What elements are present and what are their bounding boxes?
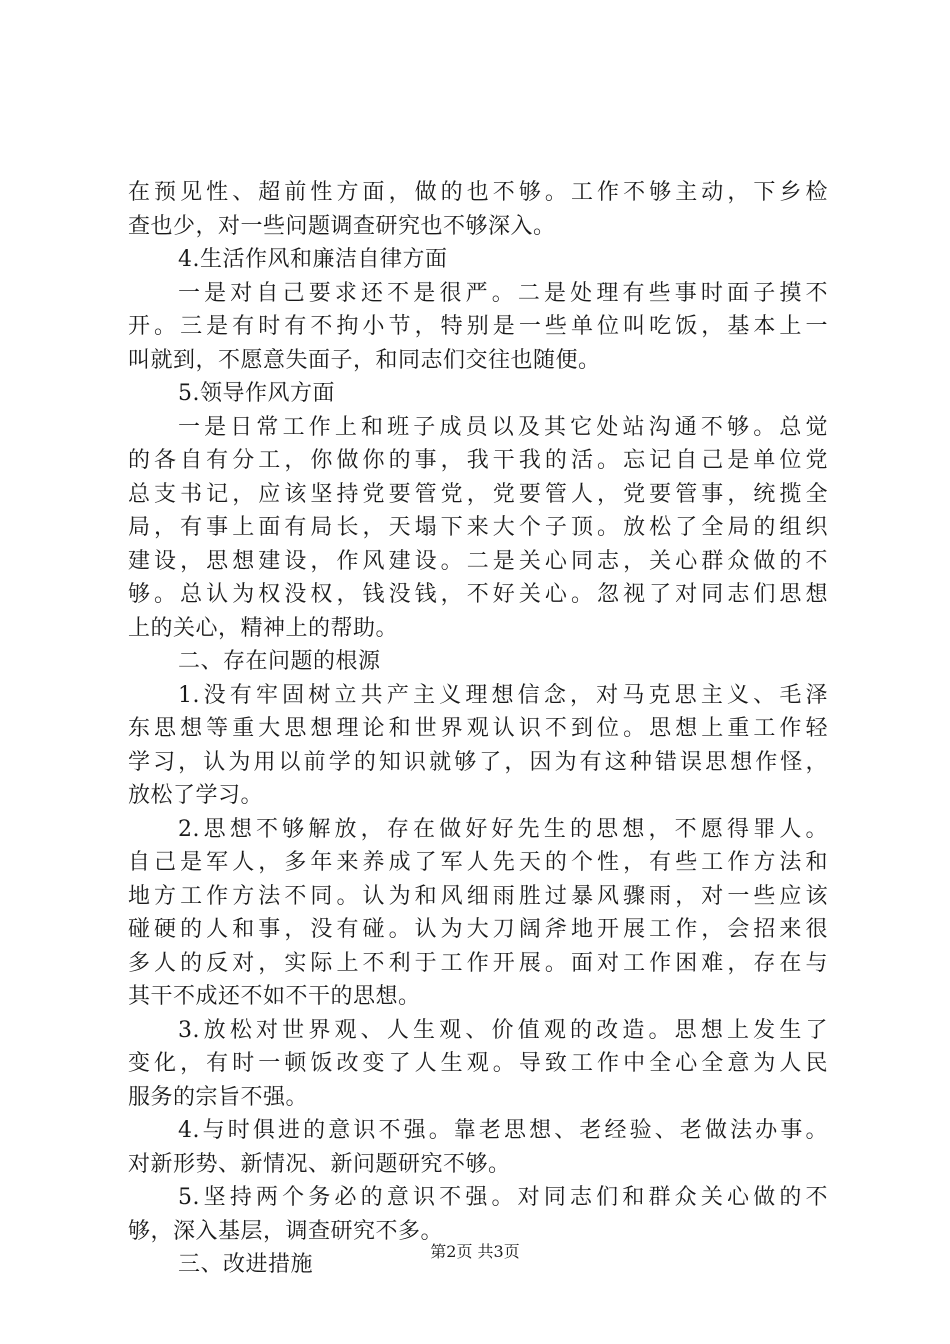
text-line: 4.与时俱进的意识不强。靠老思想、老经验、老做法办事。 xyxy=(178,1118,828,1143)
text-line: 总支书记，应该坚持党要管党，党要管人，党要管事，统揽全 xyxy=(128,481,828,507)
text-line: 学习，认为用以前学的知识就够了，因为有这种错误思想作怪， xyxy=(128,749,828,775)
text-line: 服务的宗旨不强。 xyxy=(128,1084,309,1110)
text-line: 自己是军人，多年来养成了军人先天的个性，有些工作方法和 xyxy=(128,850,828,875)
text-line: 4.生活作风和廉洁自律方面 xyxy=(178,247,448,272)
text-line: 东思想等重大思想理论和世界观认识不到位。思想上重工作轻 xyxy=(128,716,828,741)
text-line: 查也少，对一些问题调查研究也不够深入。 xyxy=(128,213,556,239)
text-line: 变化，有时一顿饭改变了人生观。导致工作中全心全意为人民 xyxy=(128,1051,828,1076)
text-line: 多人的反对，实际上不利于工作开展。面对工作困难，存在与 xyxy=(128,950,828,976)
text-line: 二、存在问题的根源 xyxy=(178,649,381,674)
text-line: 局，有事上面有局长，天塌下来大个子顶。放松了全局的组织 xyxy=(128,515,828,540)
text-line: 开。三是有时有不拘小节，特别是一些单位叫吃饭，基本上一 xyxy=(128,314,828,339)
text-line: 2.思想不够解放，存在做好好先生的思想，不愿得罪人。 xyxy=(178,816,828,842)
text-line: 三、改进措施 xyxy=(178,1252,314,1277)
text-line: 5.领导作风方面 xyxy=(178,381,335,406)
document-body xyxy=(128,176,828,1282)
text-line: 够。总认为权没权，钱没钱，不好关心。忽视了对同志们思想 xyxy=(128,582,828,607)
text-line: 一是日常工作上和班子成员以及其它处站沟通不够。总觉 xyxy=(178,414,828,440)
text-line: 的各自有分工，你做你的事，我干我的活。忘记自己是单位党 xyxy=(128,448,828,473)
page-footer: 第2页 共3页 xyxy=(430,1242,520,1261)
text-line: 一是对自己要求还不是很严。二是处理有些事时面子摸不 xyxy=(178,280,828,306)
text-line: 在预见性、超前性方面，做的也不够。工作不够主动，下乡检 xyxy=(128,180,828,205)
text-line: 叫就到，不愿意失面子，和同志们交往也随便。 xyxy=(128,347,601,373)
text-line: 对新形势、新情况、新问题研究不够。 xyxy=(128,1151,511,1177)
text-line: 5.坚持两个务必的意识不强。对同志们和群众关心做的不 xyxy=(178,1185,828,1210)
text-line: 碰硬的人和事，没有碰。认为大刀阔斧地开展工作，会招来很 xyxy=(128,917,828,942)
text-line: 上的关心，精神上的帮助。 xyxy=(128,615,399,641)
text-line: 够，深入基层，调查研究不多。 xyxy=(128,1218,444,1244)
text-line: 1.没有牢固树立共产主义理想信念，对马克思主义、毛泽 xyxy=(178,682,828,708)
text-line: 放松了学习。 xyxy=(128,783,264,808)
text-line: 建设，思想建设，作风建设。二是关心同志，关心群众做的不 xyxy=(128,548,828,574)
text-line: 地方工作方法不同。认为和风细雨胜过暴风骤雨，对一些应该 xyxy=(128,883,828,909)
text-line: 其干不成还不如不干的思想。 xyxy=(128,984,421,1009)
text-line: 3.放松对世界观、人生观、价值观的改造。思想上发生了 xyxy=(178,1017,828,1043)
